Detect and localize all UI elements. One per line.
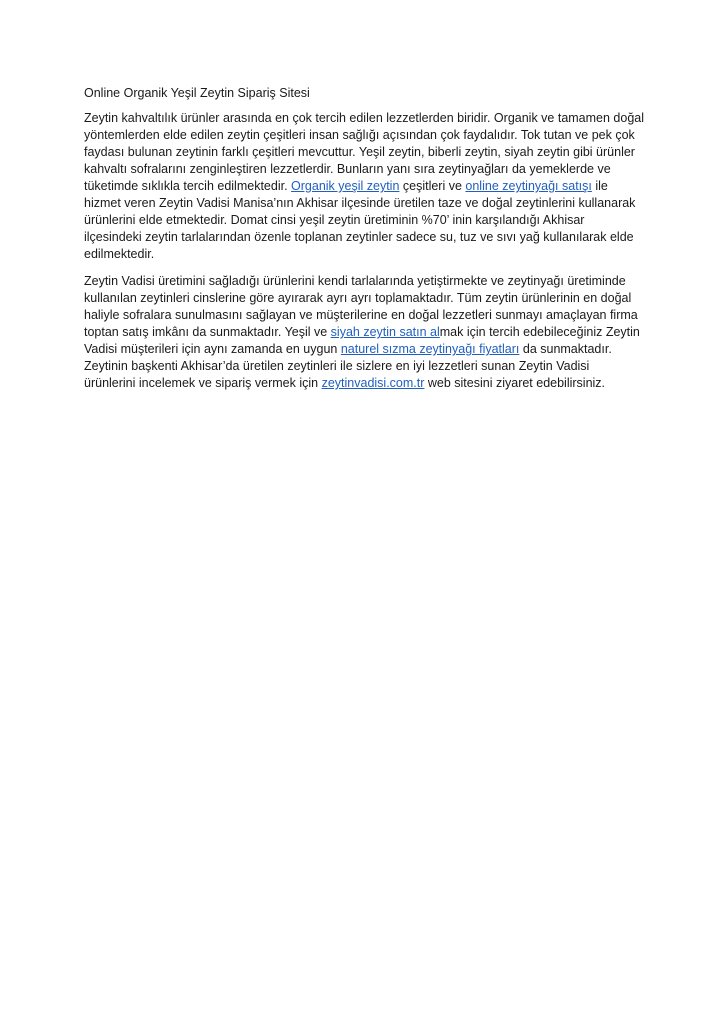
paragraph-intro [84, 110, 644, 263]
paragraph-company-text-4: web sitesini ziyaret edebilirsiniz. [424, 376, 606, 390]
paragraph-intro-text-2: çeşitleri ve [399, 179, 466, 193]
link-zeytinvadisi-website[interactable]: zeytinvadisi.com.tr [321, 376, 425, 390]
link-siyah-zeytin-satin-al[interactable]: siyah zeytin satın al [330, 325, 440, 339]
document-title: Online Organik Yeşil Zeytin Sipariş Sitesi [84, 86, 310, 100]
paragraph-company [84, 273, 644, 392]
link-organik-yesil-zeytin[interactable]: Organik yeşil zeytin [291, 179, 400, 193]
paragraph-company-text-3: da sunmaktadır. Zeytinin başkenti Akhisar’da üretilen zeytinleri ile sizlere en iyi lezzetleri sunan Zeytin Vadisi ürünlerini incelemek ve sipariş vermek için [84, 342, 612, 390]
link-naturel-sizma-zeytinyagi-fiyatlari[interactable]: naturel sızma zeytinyağı fiyatları [340, 342, 520, 356]
link-online-zeytinyagi-satisi[interactable]: online zeytinyağı satışı [465, 179, 592, 193]
paragraph-intro-text-1: Zeytin kahvaltılık ürünler arasında en çok tercih edilen lezzetlerden biridir. Organik ve tamamen doğal yöntemlerden elde edilen zeytin çeşitleri insan sağlığı açısından çok faydalıdır. Tok tutan ve pek çok faydası bulunan zeytinin farklı çeşitleri mevcuttur. Yeşil zeytin, biberli zeytin, siyah zeytin gibi ürünler kahvaltı sofralarını zenginleştiren lezzetlerdir. Bunların yanı sıra zeytinyağları da yemeklerde ve tüketimde sıklıkla tercih edilmektedir. [84, 111, 645, 193]
paragraph-company-text-2: mak için tercih edebileceğiniz Zeytin Vadisi müşterileri için aynı zamanda en uygun [84, 325, 640, 356]
paragraph-intro-text-3: ile hizmet veren Zeytin Vadisi Manisa’nın Akhisar ilçesinde üretilen taze ve doğal zeytinlerini kullanarak ürünlerini elde etmektedir. Domat cinsi yeşil zeytin üretiminin %70’ inin karşılandığı Akhisar ilçesindeki zeytin tarlalarından özenle toplanan zeytinler sadece su, tuz ve sıvı yağ kullanılarak elde edilmektedir. [84, 179, 636, 261]
paragraph-company-text-1: Zeytin Vadisi üretimini sağladığı ürünlerini kendi tarlalarında yetiştirmekte ve zeytinyağı üretiminde kullanılan zeytinleri cinslerine göre ayırarak ayrı ayrı toplamaktadır. Tüm zeytin ürünlerinin en doğal haliyle sofralara sunulmasını sağlayan ve müşterilerine en doğal lezzetleri sunmayı amaçlayan firma toptan satış imkânı da sunmaktadır. Yeşil ve [84, 274, 638, 339]
document-page [84, 84, 644, 402]
